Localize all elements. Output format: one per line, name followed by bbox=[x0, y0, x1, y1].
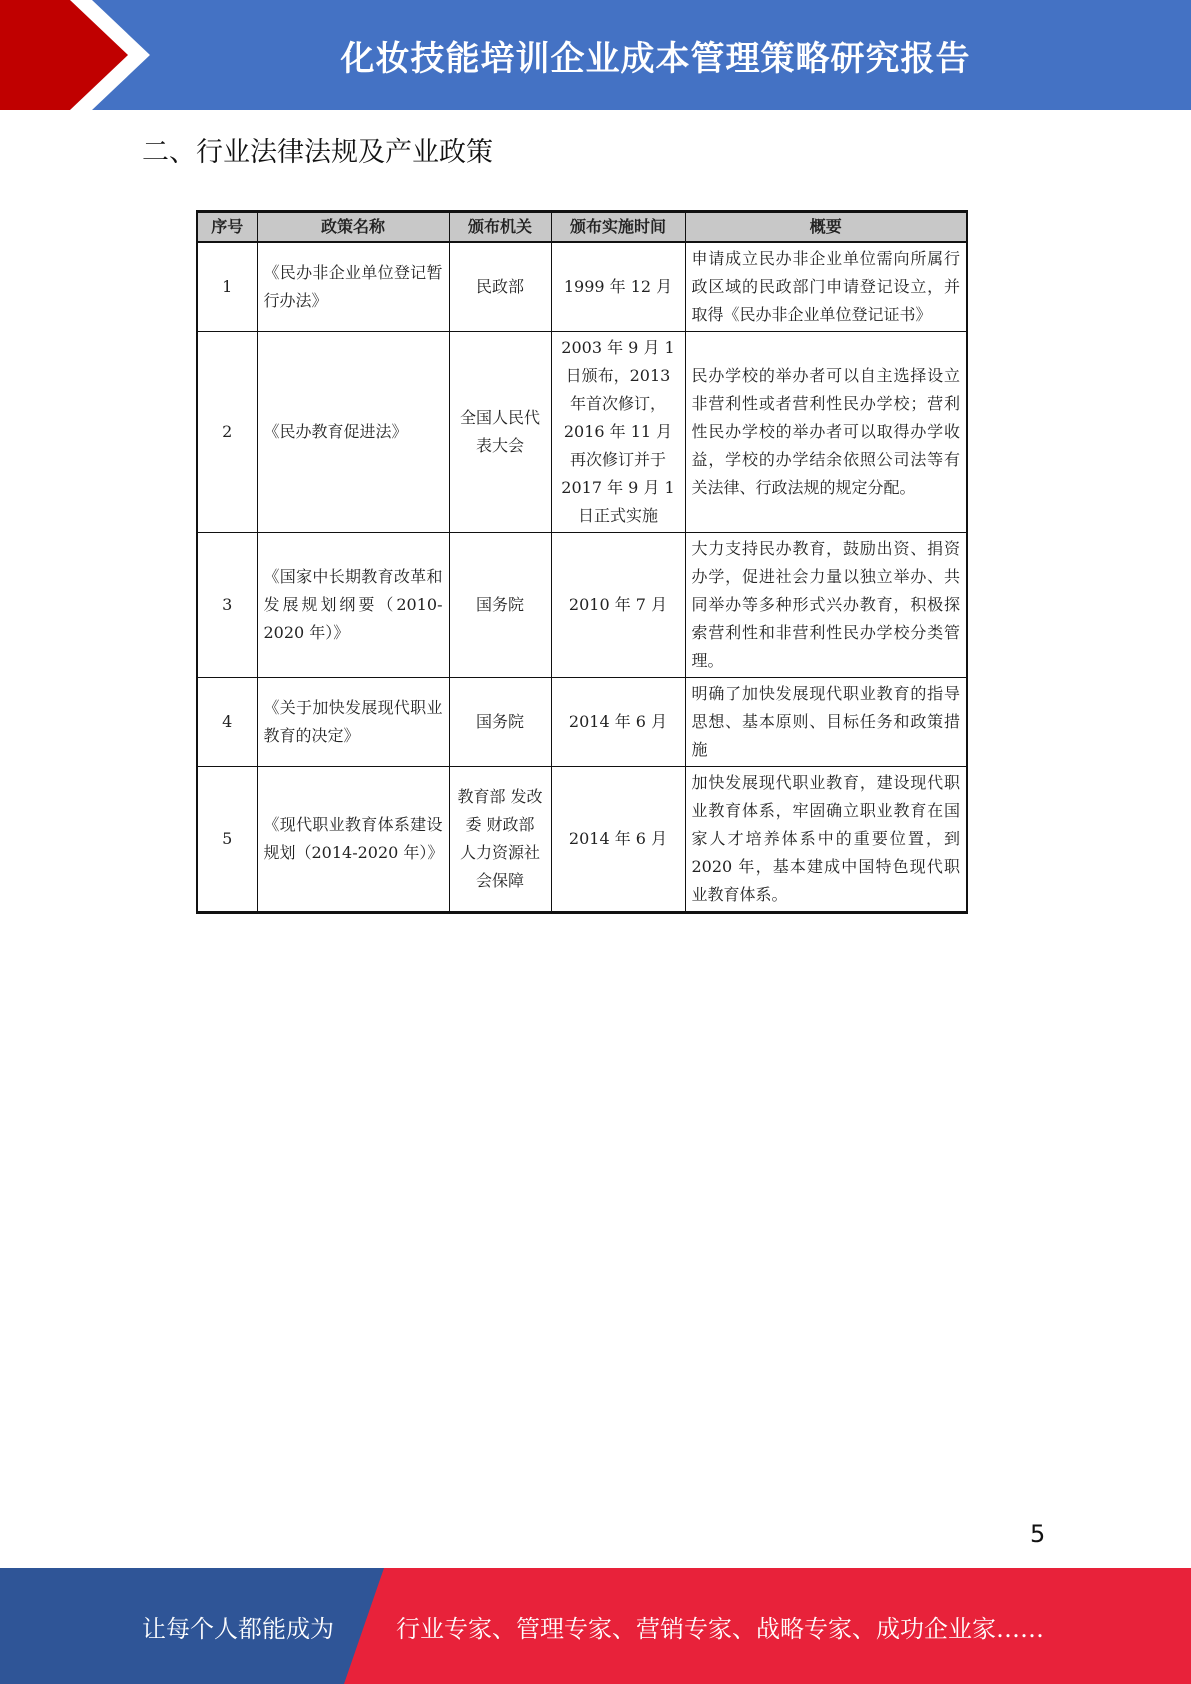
table-row bbox=[197, 767, 967, 913]
cell-policy-name: 《关于加快发展现代职业教育的决定》 bbox=[257, 678, 449, 767]
table-row bbox=[197, 242, 967, 332]
cell-no: 3 bbox=[197, 533, 257, 678]
column-header-summary: 概要 bbox=[685, 212, 967, 243]
cell-no: 2 bbox=[197, 332, 257, 533]
cell-summary: 申请成立民办非企业单位需向所属行政区域的民政部门申请登记设立，并取得《民办非企业单位登记证书》 bbox=[685, 242, 967, 332]
cell-policy-name: 《民办非企业单位登记暂行办法》 bbox=[257, 242, 449, 332]
cell-summary: 明确了加快发展现代职业教育的指导思想、基本原则、目标任务和政策措施 bbox=[685, 678, 967, 767]
cell-date: 1999 年 12 月 bbox=[551, 242, 685, 332]
table-header-row bbox=[197, 212, 967, 243]
policy-table bbox=[196, 210, 968, 914]
cell-policy-name: 《现代职业教育体系建设规划（2014-2020 年）》 bbox=[257, 767, 449, 913]
cell-issuing-org: 国务院 bbox=[449, 678, 551, 767]
header-band bbox=[0, 0, 1191, 110]
cell-policy-name: 《国家中长期教育改革和发展规划纲要（2010-2020 年）》 bbox=[257, 533, 449, 678]
cell-no: 5 bbox=[197, 767, 257, 913]
footer-slogan-left: 让每个人都能成为 bbox=[142, 1614, 334, 1643]
report-title: 化妆技能培训企业成本管理策略研究报告 bbox=[340, 38, 971, 79]
table-row bbox=[197, 678, 967, 767]
cell-date: 2014 年 6 月 bbox=[551, 767, 685, 913]
cell-issuing-org: 全国人民代表大会 bbox=[449, 332, 551, 533]
column-header-name: 政策名称 bbox=[257, 212, 449, 243]
footer-slogan-right: 行业专家、管理专家、营销专家、战略专家、成功企业家…… bbox=[396, 1614, 1044, 1643]
column-header-org: 颁布机关 bbox=[449, 212, 551, 243]
cell-issuing-org: 民政部 bbox=[449, 242, 551, 332]
cell-date: 2003 年 9 月 1 日颁布，2013 年首次修订，2016 年 11 月再次修订并于 2017 年 9 月 1 日正式实施 bbox=[551, 332, 685, 533]
footer-band bbox=[0, 1568, 1191, 1684]
column-header-date: 颁布实施时间 bbox=[551, 212, 685, 243]
cell-issuing-org: 教育部 发改委 财政部 人力资源社会保障 bbox=[449, 767, 551, 913]
cell-summary: 大力支持民办教育，鼓励出资、捐资办学，促进社会力量以独立举办、共同举办等多种形式兴办教育，积极探索营利性和非营利性民办学校分类管理。 bbox=[685, 533, 967, 678]
table-row bbox=[197, 533, 967, 678]
page-number: 5 bbox=[1030, 1520, 1046, 1548]
cell-issuing-org: 国务院 bbox=[449, 533, 551, 678]
cell-no: 1 bbox=[197, 242, 257, 332]
header-red-chevron bbox=[0, 0, 150, 110]
cell-no: 4 bbox=[197, 678, 257, 767]
cell-date: 2010 年 7 月 bbox=[551, 533, 685, 678]
section-heading: 二、行业法律法规及产业政策 bbox=[142, 137, 493, 168]
column-header-no: 序号 bbox=[197, 212, 257, 243]
cell-summary: 加快发展现代职业教育，建设现代职业教育体系，牢固确立职业教育在国家人才培养体系中的重要位置，到 2020 年，基本建成中国特色现代职业教育体系。 bbox=[685, 767, 967, 913]
cell-summary: 民办学校的举办者可以自主选择设立非营利性或者营利性民办学校；营利性民办学校的举办者可以取得办学收益，学校的办学结余依照公司法等有关法律、行政法规的规定分配。 bbox=[685, 332, 967, 533]
table-row bbox=[197, 332, 967, 533]
cell-policy-name: 《民办教育促进法》 bbox=[257, 332, 449, 533]
cell-date: 2014 年 6 月 bbox=[551, 678, 685, 767]
